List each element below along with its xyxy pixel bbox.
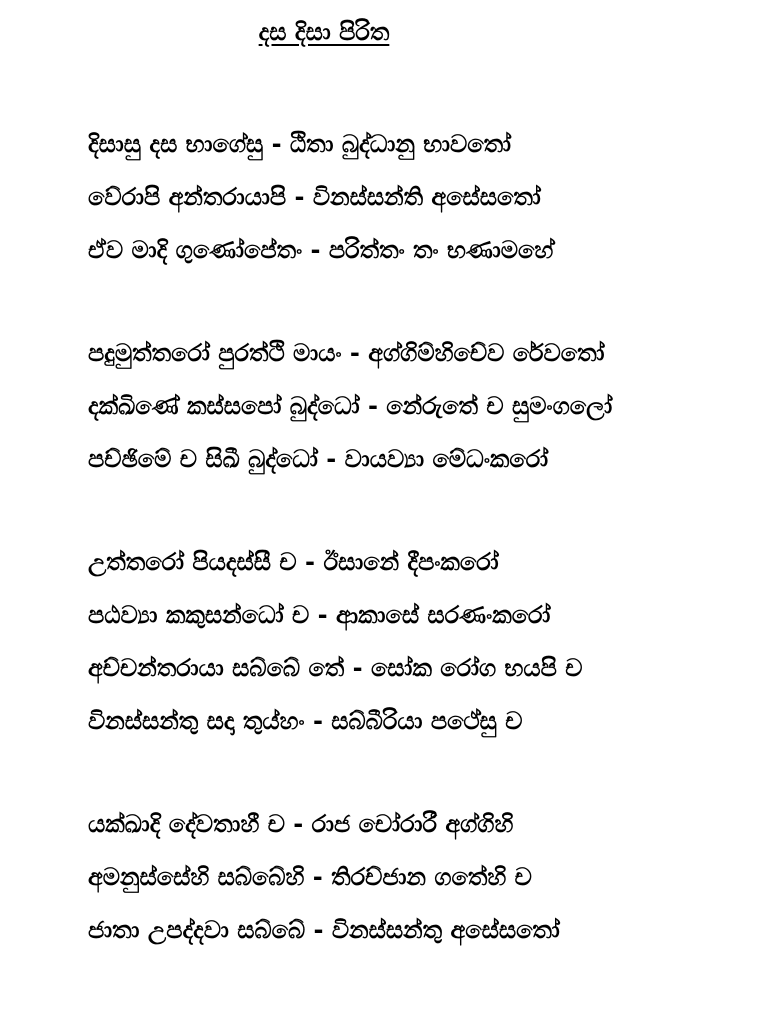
verse-line: දිසාසු දස භාගේසු - ඨිතා බුද්ධානු භාවතෝ bbox=[88, 130, 511, 158]
verse-line: අච්චන්තරායා සබ්බේ තේ - සෝක රෝග භයපි ච bbox=[88, 654, 583, 682]
verse-line: විනස්සන්තු සදා තුය්හං - සබ්බීරියා පථේසු ච bbox=[88, 707, 523, 735]
verse-line: ඒව මාදි ගුණෝපේතං - පරිත්තං තං භණාමහේ bbox=[88, 236, 554, 264]
verse-line: පඨව්‍යා කකුසන්ධෝ ච - ආකාසේ සරණංකරෝ bbox=[88, 601, 551, 629]
verse-body bbox=[88, 118, 748, 1007]
page-title: දස දිසා පිරිත bbox=[258, 18, 390, 46]
verse-line: දක්ඛිණේ කස්සපෝ බුද්ධෝ - නේරුතේ ච සුමංගලෝ bbox=[88, 392, 613, 420]
verse-line: පදුමුත්තරෝ පුරත්ථි මායං - අග්ගිම්හිචේව රේවතෝ bbox=[88, 339, 605, 367]
stanza-4 bbox=[88, 798, 748, 957]
verse-line: වේරාපි අන්තරායාපි - විනස්සන්ති අසේසතෝ bbox=[88, 183, 541, 211]
stanza-3 bbox=[88, 536, 748, 748]
stanza-1 bbox=[88, 118, 748, 277]
verse-line: පච්ඡිමේ ච සිඛී බුද්ධෝ - වායව්‍යා මේධංකරෝ bbox=[88, 445, 549, 473]
verse-line: උත්තරෝ පියදස්සී ච - ඊසානේ දීපංකරෝ bbox=[88, 548, 499, 576]
verse-line: යක්ඛාදි දේවතාහී ච - රාජ චෝරාරී අග්ගිහි bbox=[88, 810, 514, 838]
verse-line: ජාතා උපද්දවා සබ්බේ - විනස්සන්තු අසේසතෝ bbox=[88, 916, 560, 944]
verse-line: අමනුස්සේහි සබ්බේහි - තිරච්ජාන ගතේහි ච bbox=[88, 863, 532, 891]
stanza-2 bbox=[88, 327, 748, 486]
